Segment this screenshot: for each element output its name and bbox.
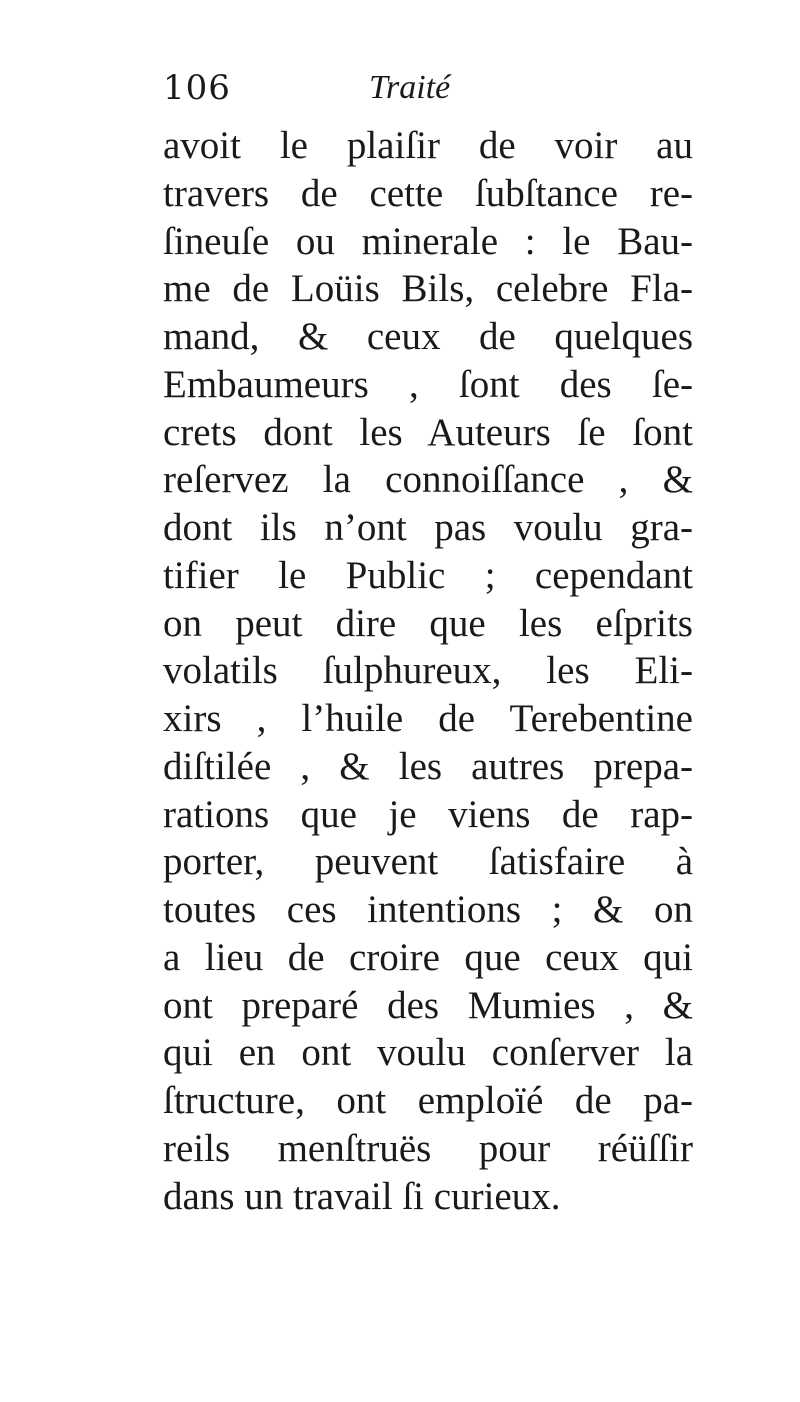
text-line: xirs , l’huile de Terebentine xyxy=(163,697,693,740)
text-line: a lieu de croire que ceux qui xyxy=(163,935,693,979)
text-line: reſervez la connoiſſance , & xyxy=(163,458,693,502)
page-number: 106 xyxy=(163,68,231,108)
text-line: crets dont les Auteurs ſe ſont xyxy=(163,410,693,454)
text-line: ont preparé des Mumies , & xyxy=(163,983,693,1027)
running-title: Traité xyxy=(369,69,451,106)
text-line: mand, & ceux de quelques xyxy=(163,315,693,358)
text-line: diſtilée , & les autres prepa- xyxy=(163,744,693,788)
text-line: dont ils n’ont pas voulu gra- xyxy=(163,506,693,549)
text-line: porter, peuvent ſatisfaire à xyxy=(163,840,693,884)
text-line: volatils ſulphureux, les Eli- xyxy=(163,649,693,693)
text-line: on peut dire que les eſprits xyxy=(163,601,693,645)
text-line: ſtructure, ont emploïé de pa- xyxy=(163,1079,693,1122)
text-line: dans un travail ſi curieux. xyxy=(163,1174,561,1218)
running-head xyxy=(163,66,693,116)
text-line: ſineuſe ou minerale : le Bau- xyxy=(163,219,693,263)
text-line: toutes ces intentions ; & on xyxy=(163,888,693,931)
text-line: avoit le plaiſir de voir au xyxy=(163,124,693,167)
text-line: reils menſtruës pour réüſſir xyxy=(163,1126,693,1170)
text-line: Embaumeurs , ſont des ſe- xyxy=(163,362,693,406)
text-line: tifier le Public ; cependant xyxy=(163,553,693,597)
body-text xyxy=(163,122,693,1220)
text-line: qui en ont voulu conſerver la xyxy=(163,1031,693,1075)
text-line: travers de cette ſubſtance re- xyxy=(163,171,693,215)
text-line: rations que je viens de rap- xyxy=(163,792,693,836)
text-line: me de Loüis Bils, celebre Fla- xyxy=(163,267,693,311)
